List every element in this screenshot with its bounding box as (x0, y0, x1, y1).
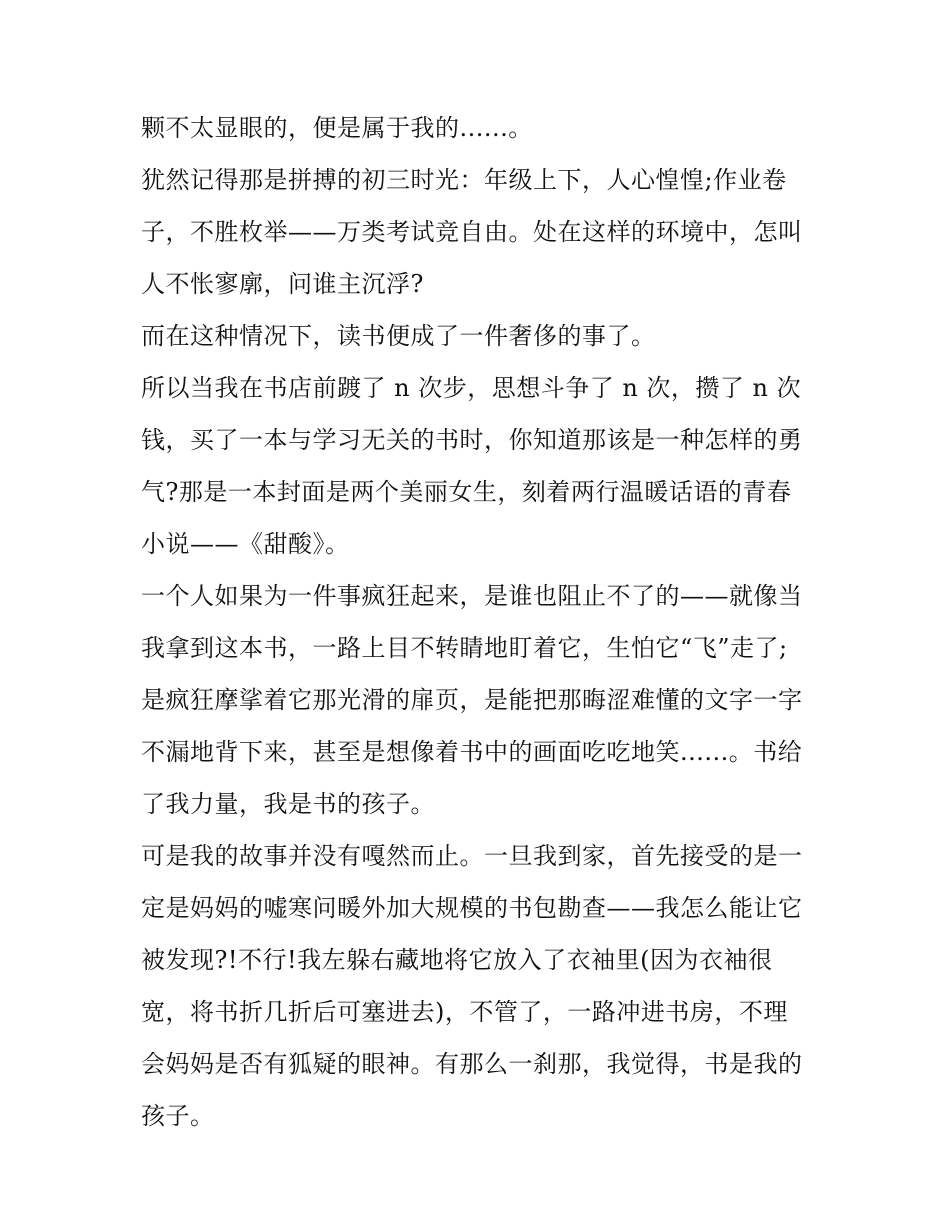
text-line: 而在这种情况下，读书便成了一件奢侈的事了。 (141, 322, 656, 350)
text-line: 可是我的故事并没有嘎然而止。一旦我到家，首先接受的是一 (141, 842, 803, 870)
text-line: 颗不太显眼的，便是属于我的......。 (141, 114, 533, 142)
text-line: 会妈妈是否有狐疑的眼神。有那么一刹那，我觉得，书是我的 (141, 1050, 803, 1078)
text-line: 孩子。 (141, 1102, 215, 1130)
text-line: 了我力量，我是书的孩子。 (141, 790, 435, 818)
text-line: 犹然记得那是拼搏的初三时光：年级上下，人心惶惶;作业卷 (141, 166, 787, 194)
text-line: 宽，将书折几折后可塞进去)，不管了，一路冲进书房，不理 (141, 998, 788, 1026)
text-line: 是疯狂摩挲着它那光滑的扉页，是能把那晦涩难懂的文字一字 (141, 686, 803, 714)
text-line: 被发现?!不行!我左躲右藏地将它放入了衣袖里(因为衣袖很 (141, 946, 773, 974)
text-line: 小说——《甜酸》。 (141, 530, 350, 558)
text-line: 我拿到这本书，一路上目不转睛地盯着它，生怕它“飞”走了; (141, 634, 788, 662)
text-line: 所以当我在书店前踱了 n 次步，思想斗争了 n 次，攒了 n 次 (141, 374, 802, 402)
document-text-body (141, 108, 813, 1148)
text-line: 不漏地背下来，甚至是想像着书中的画面吃吃地笑......。书给 (141, 738, 803, 766)
text-line: 气?那是一本封面是两个美丽女生，刻着两行温暖话语的青春 (141, 478, 792, 506)
text-line: 一个人如果为一件事疯狂起来，是谁也阻止不了的——就像当 (141, 582, 803, 610)
text-line: 人不怅寥廓，问谁主沉浮? (141, 270, 424, 298)
text-line: 钱，买了一本与学习无关的书时，你知道那该是一种怎样的勇 (141, 426, 803, 454)
text-line: 定是妈妈的嘘寒问暖外加大规模的书包勘查——我怎么能让它 (141, 894, 803, 922)
text-line: 子，不胜枚举——万类考试竞自由。处在这样的环境中，怎叫 (141, 218, 803, 246)
